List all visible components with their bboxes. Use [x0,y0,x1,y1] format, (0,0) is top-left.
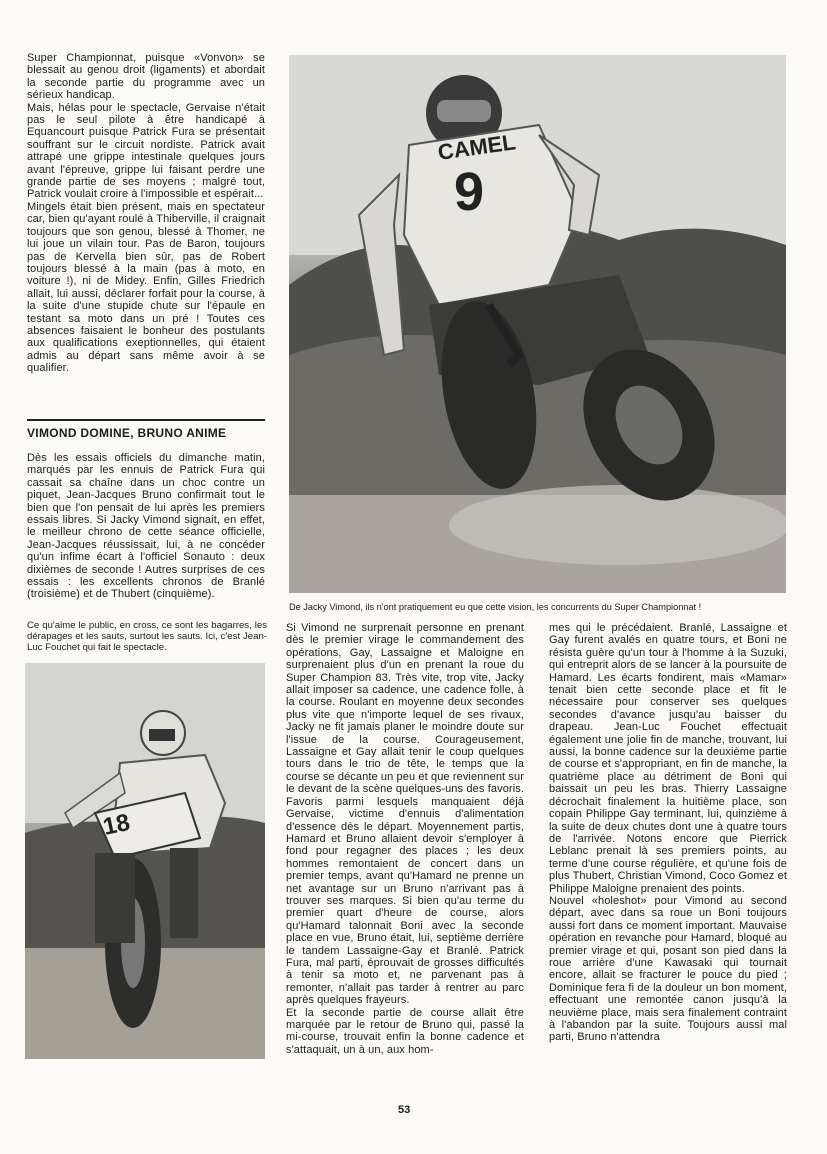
rider-18-illustration [25,663,265,1059]
column-1-top-text [27,52,265,375]
paragraph: Mingels était bien présent, mais en spectateur car, bien qu'ayant roulé à Thiberville, il craignait toujours que son genou, blessé à Thomer, ne lui joue un vilain tour. Pas de Baron, toujours pas de Kervella bien sûr, pas de Robert toujours blessé à la main (pas à moto, en voiture !), ni de Midey. Enfin, Gilles Friedrich allait, lui aussi, déclarer forfait pour la course, à la suite d'une stupide chute sur l'épaule en testant sa moto dans un pré ! Toutes ces absences faisaient le bonheur des postulants aux qualifications exeptionnelles, qui étaient admis au départ sans même avoir à se qualifier. [27,200,265,375]
motocross-photo-rider-18 [25,663,265,1059]
photo-caption-left: Ce qu'aime le public, en cross, ce sont les bagarres, les dérapages et les sauts, surtout les sauts. Ici, c'est Jean-Luc Fouchet qui fait le spectacle. [27,620,267,653]
motocross-rider-illustration [289,55,786,593]
motocross-photo-jump [289,55,786,593]
paragraph: Dès les essais officiels du dimanche matin, marqués par les ennuis de Patrick Fura qui cassait sa chaîne dans un choc contre un piquet, Jean-Jacques Bruno confirmait tout le bien que l'on pensait de lui après les premiers essais libres. Si Jacky Vimond signait, en effet, le meilleur chrono de cette séance officielle, Jean-Jacques réussissait, lui, à ne concéder qu'un infime écart à l'officiel Sonauto : deux dixièmes de seconde ! Autres surprises de ces essais : les excellents chronos de Branlé (troisième) et de Thubert (cinquième). [27,452,265,601]
jersey-logo: CAMEL [436,129,518,165]
page-number: 53 [398,1104,411,1116]
paragraph: Super Championnat, puisque «Vonvon» se blessait au genou droit (ligaments) et abordait la seconde partie du programme avec un sérieux handicap. [27,52,265,102]
paragraph: Nouvel «holeshot» pour Vimond au second départ, avec dans sa roue un Boni toujours aussi fort dans ce moment important. Mauvaise opération en revanche pour Hamard, bloqué au premier virage et qui, posant son pied dans la roue arrière d'une Kawasaki qui tournait encore, allait se fracturer le pouce du pied ; Dominique fera fi de la douleur un bon moment, effectuant une remontée canon jusqu'à la neuvième place, mais sera finalement contraint à l'abandon par la suite. Toujours aussi mal parti, Bruno n'attendra [549,894,787,1044]
column-3-text [549,622,787,1044]
bib-number: 18 [100,808,133,841]
photo-caption-top: De Jacky Vimond, ils n'ont pratiquement eu que cette vision, les concurrents du Super Championnat ! [289,602,702,612]
bib-number: 9 [454,162,485,222]
column-1-bottom-text [27,452,265,601]
paragraph: Mais, hélas pour le spectacle, Gervaise n'était pas le seul pilote à être handicapé à Equancourt puisque Patrick Fura se présentait souffrant sur le circuit nordiste. Patrick avait attrapé une grippe intestinale quelques jours avant l'épreuve, grippe lui faisant perdre une grande partie de ses moyens ; malgré tout, Patrick voulait croire à l'impossible et espérait... [27,101,265,201]
paragraph: Si Vimond ne surprenait personne en prenant dès le premier virage le commandement des opérations, Gay, Lassaigne et Maloigne en surprenaient plus d'un en prenant la roue du Super Champion 83. Très vite, trop vite, Jacky allait imposer sa cadence, une cadence folle, à la course. Roulant en moyenne deux secondes plus vite que n'importe lequel de ses rivaux, Jacky ne fit jamais planer le moindre doute sur l'issue de la course. Courageusement, Lassaigne et Gay allait tenir le coup quelques tours dans le trio de tête, le temps que la course se décante un peu et que reviennent sur le devant de la scène quelques-uns des favoris. Favoris parmi lesquels manquaient déjà Gervaise, victime d'ennuis d'alimentation d'essence dès le départ. Moyennement partis, Hamard et Bruno allaient devoir s'employer à fond pour regagner des places ; les deux hommes remontaient de concert dans un premier temps, avant qu'Hamard ne prenne un net avantage sur un Bruno n'arrivant pas à trouver ses marques. Si bien qu'au terme du premier quart d'heure de course, alors qu'Hamard talonnait Boni avec la seconde place en vue, Bruno était, lui, septième derrière le tandem Lassaigne-Gay et Branlé. Patrick Fura, mal parti, éprouvait de grosses difficultés à tenir sa moto et, ne parvenant pas à remonter, n'allait pas tarder à rentrer au parc après quelques frayeurs. [286,622,524,1007]
column-2-text [286,622,524,1056]
paragraph: Et la seconde partie de course allait être marquée par le retour de Bruno qui, passé la mi-course, trouvait enfin la bonne cadence et s'attaquait, un à un, aux hom- [286,1006,524,1056]
paragraph: mes qui le précédaient. Branlé, Lassaigne et Gay furent avalés en quatre tours, et Boni ne résista guère qu'un tour à l'homme à la Suzuki, qui entreprit alors de se lancer à la poursuite de Hamard. Les écarts fondirent, mais «Mamar» tenait bien cette seconde place et fit le nécessaire pour conserver ses quelques secondes d'avance jusqu'au baisser du drapeau. Jean-Luc Fouchet effectuait également une jolie fin de manche, trouvant, lui aussi, la bonne cadence sur la deuxième partie de course et s'appropriant, en fin de manche, la quatrième place au détriment de Boni qui baissait un peu les bras. Thierry Lassaigne décrochait finalement la huitième place, son copain Philippe Gay terminant, lui, quinzième à la suite de deux chutes dont une à quatre tours de l'arrivée. Notons encore que Pierrick Leblanc prenait là ses premiers points, au terme d'une course régulière, et qu'une fois de plus Thubert, Christian Vimond, Coco Gomez et Philippe Maloigne prenaient des points. [549,622,787,895]
section-heading: VIMOND DOMINE, BRUNO ANIME [27,419,265,440]
